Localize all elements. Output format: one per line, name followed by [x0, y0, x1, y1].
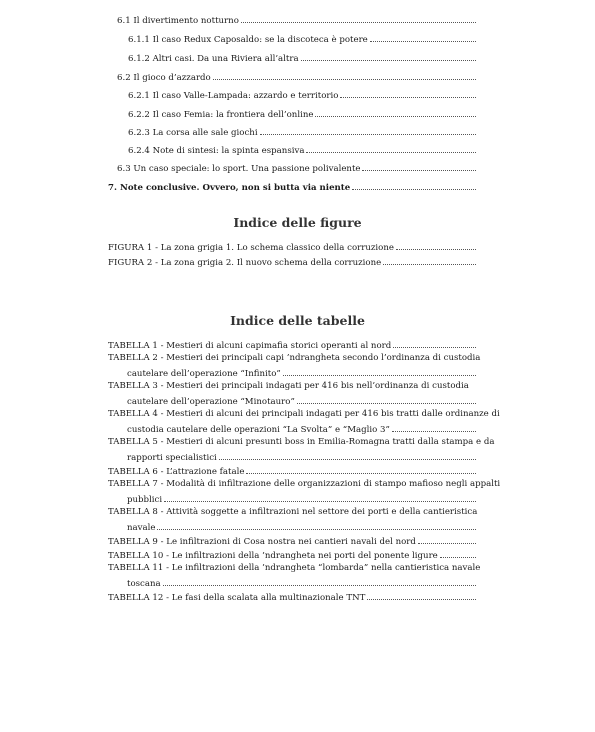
toc-entry: 6.1.2 Altri casi. Da una Riviera all’altra — [128, 52, 476, 65]
table-entry: TABELLA 8 - Attività soggette a infiltrazioni nel settore dei porti e della cantieristica — [108, 507, 478, 517]
table-entry-continuation: custodia cautelare delle operazioni “La Svolta” e “Maglio 3” — [127, 423, 476, 436]
toc-entry: 6.2 Il gioco d’azzardo — [117, 71, 476, 84]
figure-entry: FIGURA 2 - La zona grigia 2. Il nuovo schema della corruzione — [108, 256, 476, 269]
table-entry: TABELLA 6 - L’attrazione fatale — [108, 465, 476, 478]
toc-entry: 6.1 Il divertimento notturno — [117, 14, 476, 27]
toc-entry: 6.2.3 La corsa alle sale giochi — [128, 126, 476, 139]
table-entry: TABELLA 7 - Modalità di infiltrazione delle organizzazioni di stampo mafioso negli appalti — [108, 479, 501, 489]
table-entry: TABELLA 12 - Le fasi della scalata alla multinazionale TNT — [108, 591, 476, 604]
table-entry-continuation: pubblici — [127, 493, 476, 506]
toc-entry: 6.1.1 Il caso Redux Caposaldo: se la discoteca è potere — [128, 33, 476, 46]
table-entry-continuation: rapporti specialistici — [127, 451, 476, 464]
table-entry-continuation: navale — [127, 521, 476, 534]
table-entry: TABELLA 3 - Mestieri dei principali indagati per 416 bis nell’ordinanza di custodia — [108, 381, 469, 391]
table-entry: TABELLA 9 - Le infiltrazioni di Cosa nostra nei cantieri navali del nord — [108, 535, 476, 548]
table-entry: TABELLA 5 - Mestieri di alcuni presunti boss in Emilia-Romagna tratti dalla stampa e da — [108, 437, 495, 447]
toc-entry: 6.3 Un caso speciale: lo sport. Una passione polivalente — [117, 162, 476, 175]
toc-entry: 6.2.1 Il caso Valle-Lampada: azzardo e territorio — [128, 89, 476, 102]
figures-heading: Indice delle figure — [233, 215, 362, 230]
table-entry-continuation: cautelare dell’operazione “Infinito” — [127, 367, 476, 380]
table-entry: TABELLA 4 - Mestieri di alcuni dei principali indagati per 416 bis tratti dalle ordinanze di — [108, 409, 500, 419]
table-entry: TABELLA 1 - Mestieri di alcuni capimafia storici operanti al nord — [108, 339, 476, 352]
toc-entry: 6.2.2 Il caso Femia: la frontiera dell’online — [128, 108, 476, 121]
toc-entry: 7. Note conclusive. Ovvero, non si butta via niente — [108, 181, 476, 194]
table-entry: TABELLA 2 - Mestieri dei principali capi ’ndrangheta secondo l’ordinanza di custodia — [108, 353, 481, 363]
table-entry-continuation: toscana — [127, 577, 476, 590]
table-entry: TABELLA 11 - Le infiltrazioni della ’ndrangheta “lombarda” nella cantieristica navale — [108, 563, 481, 573]
table-entry: TABELLA 10 - Le infiltrazioni della ’ndrangheta nei porti del ponente ligure — [108, 549, 476, 562]
tables-heading: Indice delle tabelle — [230, 313, 365, 328]
figure-entry: FIGURA 1 - La zona grigia 1. Lo schema classico della corruzione — [108, 241, 476, 254]
table-entry-continuation: cautelare dell’operazione “Minotauro” — [127, 395, 476, 408]
toc-entry: 6.2.4 Note di sintesi: la spinta espansiva — [128, 144, 476, 157]
